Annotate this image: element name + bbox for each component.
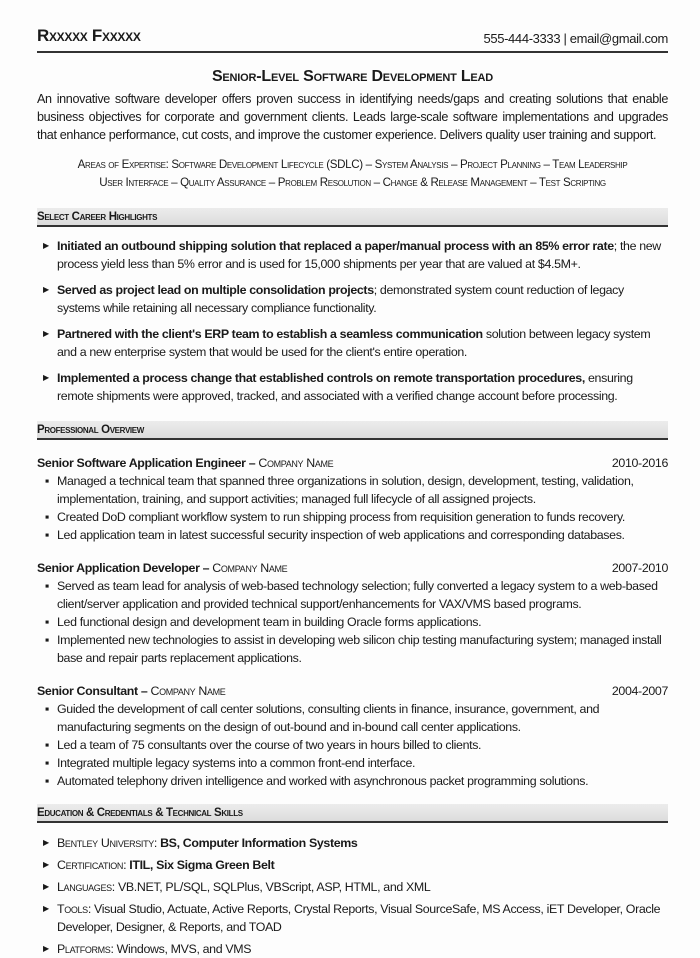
highlight-item <box>37 369 668 405</box>
job-bullets <box>37 472 668 544</box>
section-header-highlights: Select Career Highlights <box>37 208 668 227</box>
education-label: Certification: <box>57 858 127 872</box>
education-value: VB.NET, PL/SQL, SQLPlus, VBScript, ASP, HTML, and XML <box>117 880 431 894</box>
job-bullet <box>37 700 668 736</box>
education-label: Languages: <box>57 880 115 894</box>
job-bullet <box>37 754 668 772</box>
highlight-bold: Served as project lead on multiple consolidation projects <box>57 283 374 297</box>
job-dates: 2004-2007 <box>611 684 668 698</box>
arrow-bullet-icon: ▶ <box>43 944 49 953</box>
job-bullet-text: Led a team of 75 consultants over the course of two years in hours billed to clients. <box>57 738 482 752</box>
job-title: Senior Software Application Engineer – <box>37 456 256 470</box>
jobs-list <box>37 454 668 790</box>
highlight-item <box>37 325 668 361</box>
arrow-bullet-icon: ▶ <box>43 285 49 294</box>
job-bullet-text: Created DoD compliant workflow system to run shipping process from requisition generation to funds recovery. <box>57 510 626 524</box>
square-bullet-icon: ▪ <box>45 615 50 629</box>
company-name: Company Name <box>212 561 288 575</box>
job-bullet <box>37 613 668 631</box>
education-item <box>37 900 668 936</box>
company-name: Company Name <box>150 684 226 698</box>
square-bullet-icon: ▪ <box>45 702 50 716</box>
contact-info: 555-444-3333 | email@gmail.com <box>483 31 668 46</box>
job-heading <box>37 682 668 700</box>
arrow-bullet-icon: ▶ <box>43 373 49 382</box>
company-name: Company Name <box>258 456 334 470</box>
job-bullet <box>37 472 668 508</box>
job-bullet-text: Guided the development of call center solutions, consulting clients in finance, insurance, government, and manufacturing segments on the design of out-bound and in-bound call center applications. <box>57 702 600 734</box>
job-title: Senior Consultant – <box>37 684 148 698</box>
square-bullet-icon: ▪ <box>45 528 50 542</box>
square-bullet-icon: ▪ <box>45 756 50 770</box>
education-item <box>37 878 668 896</box>
job-bullets <box>37 577 668 667</box>
highlight-bold: Initiated an outbound shipping solution that replaced a paper/manual process with an 85% error rate <box>57 239 614 253</box>
job-bullet-text: Led functional design and development team in building Oracle forms applications. <box>57 615 482 629</box>
arrow-bullet-icon: ▶ <box>43 329 49 338</box>
job-title: Senior Application Developer – <box>37 561 210 575</box>
candidate-name: Rxxxxx Fxxxxx <box>37 26 141 45</box>
job-entry <box>37 682 668 790</box>
arrow-bullet-icon: ▶ <box>43 882 49 891</box>
job-bullet-text: Managed a technical team that spanned three organizations in solution, design, development, testing, validation, implementation, training, and support activities; managed full lifecycle of all assigned projects. <box>57 474 634 506</box>
job-bullet-text: Implemented new technologies to assist in developing web silicon chip testing manufacturing system; managed install base and repair parts replacement applications. <box>57 633 662 665</box>
section-header-overview: Professional Overview <box>37 421 668 440</box>
square-bullet-icon: ▪ <box>45 633 50 647</box>
job-heading <box>37 559 668 577</box>
highlight-text: ensuring remote shipments were approved, tracked, and associated with a verified change account before processing. <box>57 371 633 403</box>
job-dates: 2010-2016 <box>611 456 668 470</box>
job-bullet-text: Served as team lead for analysis of web-based technology selection; fully converted a legacy system to a web-based client/server application and provided technical support/enhancements for VAX/VMS based programs. <box>57 579 658 611</box>
education-value: Visual Studio, Actuate, Active Reports, Crystal Reports, Visual SourceSafe, MS Access, iET Developer, Oracle Developer, Designer, & Reports, and TOAD <box>57 902 661 934</box>
section-header-education: Education & Credentials & Technical Skills <box>37 804 668 823</box>
expertise-line: Areas of Expertise: Software Development Lifecycle (SDLC) – System Analysis – Project Planning – Team Leadership <box>77 158 628 171</box>
job-bullet-text: Automated telephony driven intelligence and worked with asynchronous packet programming solutions. <box>57 774 589 788</box>
education-value: BS, Computer Information Systems <box>160 836 358 850</box>
job-dates: 2007-2010 <box>611 561 668 575</box>
job-entry <box>37 559 668 667</box>
arrow-bullet-icon: ▶ <box>43 860 49 869</box>
education-item <box>37 940 668 958</box>
job-bullet-text: Integrated multiple legacy systems into a common front-end interface. <box>57 756 416 770</box>
education-list <box>37 834 668 958</box>
job-bullet <box>37 508 668 526</box>
education-item <box>37 856 668 874</box>
education-label: Tools: <box>57 902 91 916</box>
job-bullet <box>37 526 668 544</box>
highlight-text: solution between legacy system and a new enterprise system that would be used for the client's entire operation. <box>57 327 651 359</box>
job-bullets <box>37 700 668 790</box>
header <box>37 0 668 53</box>
resume-page <box>37 0 668 958</box>
arrow-bullet-icon: ▶ <box>43 241 49 250</box>
expertise-line: User Interface – Quality Assurance – Problem Resolution – Change & Release Management – Test Scripting <box>99 176 606 189</box>
square-bullet-icon: ▪ <box>45 510 50 524</box>
highlight-item <box>37 281 668 317</box>
highlights-list <box>37 237 668 405</box>
education-value: ITIL, Six Sigma Green Belt <box>129 858 275 872</box>
arrow-bullet-icon: ▶ <box>43 904 49 913</box>
education-label: Platforms: <box>57 942 114 956</box>
square-bullet-icon: ▪ <box>45 774 50 788</box>
highlight-bold: Partnered with the client's ERP team to establish a seamless communication <box>57 327 483 341</box>
square-bullet-icon: ▪ <box>45 474 50 488</box>
job-bullet <box>37 631 668 667</box>
job-entry <box>37 454 668 544</box>
highlight-item <box>37 237 668 273</box>
education-label: Bentley University: <box>57 836 157 850</box>
highlight-text: ; the new process yield less than 5% error and is used for 15,000 shipments per year that are valued at $4.5M+. <box>57 239 661 271</box>
arrow-bullet-icon: ▶ <box>43 838 49 847</box>
highlight-text: ; demonstrated system count reduction of legacy systems while retaining all necessary compliance functionality. <box>57 283 624 315</box>
job-bullet <box>37 736 668 754</box>
square-bullet-icon: ▪ <box>45 738 50 752</box>
education-item <box>37 834 668 852</box>
job-bullet <box>37 772 668 790</box>
highlight-bold: Implemented a process change that established controls on remote transportation procedures, <box>57 371 585 385</box>
areas-of-expertise <box>37 156 668 192</box>
resume-title: Senior-Level Software Development Lead <box>211 68 494 85</box>
job-heading <box>37 454 668 472</box>
job-bullet-text: Led application team in latest successful security inspection of web applications and corresponding databases. <box>57 528 625 542</box>
summary: An innovative software developer offers proven success in identifying needs/gaps and creating solutions that enable business objectives for corporate and government clients. Leads large-scale software implementations and upgrades that enhance performance, cut costs, and improve the customer experience. Delivers quality user training and support. <box>37 92 668 142</box>
education-value: Windows, MVS, and VMS <box>116 942 252 956</box>
square-bullet-icon: ▪ <box>45 579 50 593</box>
job-bullet <box>37 577 668 613</box>
